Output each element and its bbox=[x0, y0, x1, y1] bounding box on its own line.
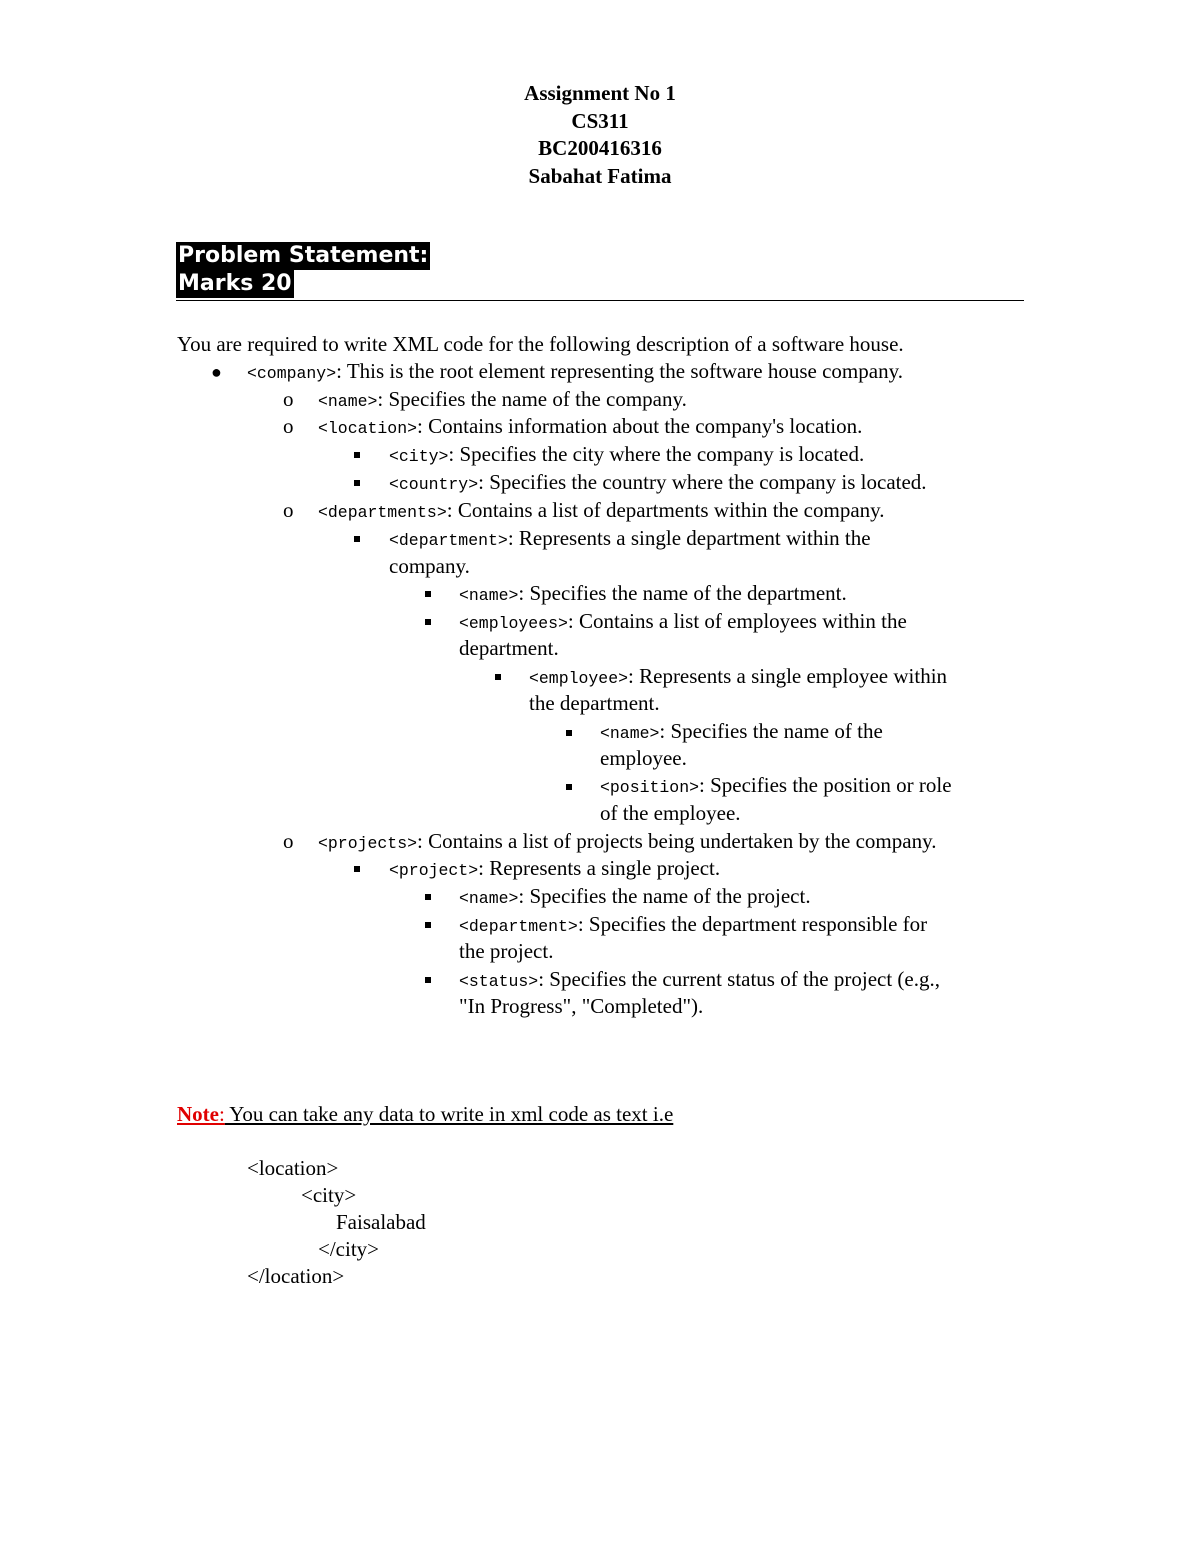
list-item-employees-cont: department. bbox=[459, 636, 559, 660]
bullet-square-icon bbox=[425, 922, 431, 928]
list-item-departments: <departments>: Contains a list of departments within the company. bbox=[318, 498, 885, 522]
example-city-close: </city> bbox=[318, 1237, 380, 1261]
list-item-location: <location>: Contains information about the company's location. bbox=[318, 414, 863, 438]
course-code: CS311 bbox=[571, 108, 629, 133]
bullet-square-icon bbox=[354, 536, 360, 542]
list-item-project-status-cont: "In Progress", "Completed"). bbox=[459, 994, 704, 1018]
list-item-department-cont: company. bbox=[389, 554, 470, 578]
list-item-employee-name-cont: employee. bbox=[600, 746, 687, 770]
list-item-projects: <projects>: Contains a list of projects being undertaken by the company. bbox=[318, 829, 937, 853]
list-item-employee-cont: the department. bbox=[529, 691, 660, 715]
intro-text: You are required to write XML code for the following description of a software house. bbox=[177, 332, 904, 356]
example-city-value: Faisalabad bbox=[336, 1210, 426, 1234]
list-item-project: <project>: Represents a single project. bbox=[389, 856, 721, 880]
bullet-square-icon bbox=[566, 784, 572, 790]
example-location-open: <location> bbox=[247, 1156, 339, 1180]
list-item-department: <department>: Represents a single department within the bbox=[389, 526, 871, 550]
example-city-open: <city> bbox=[301, 1183, 357, 1207]
bullet-square-icon bbox=[425, 977, 431, 983]
marks-label: Marks 20 bbox=[178, 271, 292, 296]
list-item-employee-position: <position>: Specifies the position or role bbox=[600, 773, 952, 797]
bullet-circle-icon: o bbox=[283, 387, 294, 411]
bullet-circle-icon: o bbox=[283, 414, 294, 438]
list-item-project-status: <status>: Specifies the current status of the project (e.g., bbox=[459, 967, 940, 991]
note-text: You can take any data to write in xml code as text i.e bbox=[224, 1102, 674, 1126]
bullet-square-icon bbox=[495, 674, 501, 680]
list-item-project-department-cont: the project. bbox=[459, 939, 554, 963]
list-item-name: <name>: Specifies the name of the company. bbox=[318, 387, 687, 411]
bullet-square-icon bbox=[354, 452, 360, 458]
list-item-department-name: <name>: Specifies the name of the department. bbox=[459, 581, 847, 605]
note-label: Note bbox=[177, 1102, 219, 1126]
student-id: BC200416316 bbox=[538, 136, 662, 160]
example-location-close: </location> bbox=[247, 1264, 345, 1288]
list-item-company: <company>: This is the root element representing the software house company. bbox=[247, 359, 903, 383]
list-item-employees: <employees>: Contains a list of employees within the bbox=[459, 609, 907, 633]
note-line: Note: You can take any data to write in xml code as text i.e bbox=[177, 1102, 674, 1126]
list-item-employee: <employee>: Represents a single employee within bbox=[529, 664, 948, 688]
list-item-project-name: <name>: Specifies the name of the project. bbox=[459, 884, 811, 908]
bullet-square-icon bbox=[425, 894, 431, 900]
bullet-disc-icon: ● bbox=[211, 362, 222, 382]
bullet-circle-icon: o bbox=[283, 829, 294, 853]
bullet-square-icon bbox=[425, 619, 431, 625]
bullet-square-icon bbox=[425, 591, 431, 597]
bullet-square-icon bbox=[566, 730, 572, 736]
bullet-square-icon bbox=[354, 480, 360, 486]
bullet-square-icon bbox=[354, 866, 360, 872]
problem-statement-label: Problem Statement: bbox=[178, 243, 429, 268]
list-item-city: <city>: Specifies the city where the company is located. bbox=[389, 442, 865, 466]
list-item-project-department: <department>: Specifies the department responsible for bbox=[459, 912, 928, 936]
list-item-employee-position-cont: of the employee. bbox=[600, 801, 741, 825]
assignment-title: Assignment No 1 bbox=[524, 81, 676, 105]
bullet-circle-icon: o bbox=[283, 498, 294, 522]
list-item-employee-name: <name>: Specifies the name of the bbox=[600, 719, 883, 743]
list-item-country: <country>: Specifies the country where the company is located. bbox=[389, 470, 927, 494]
student-name: Sabahat Fatima bbox=[528, 163, 672, 188]
